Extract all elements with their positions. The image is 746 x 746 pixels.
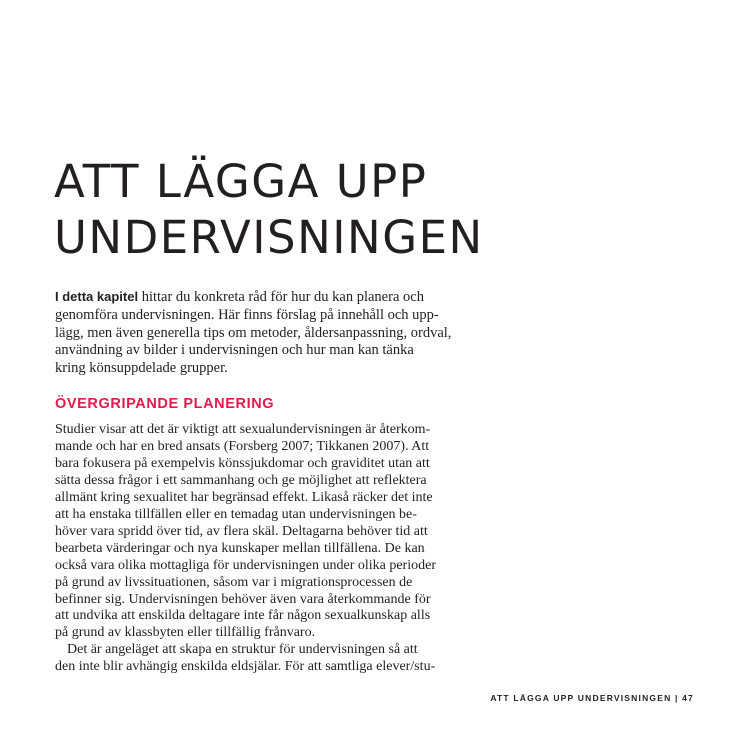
body-line: att undvika att enskilda deltagare inte får någon sexualkunskap alls bbox=[55, 608, 431, 624]
body-line: bearbeta värderingar och nya kunskaper mellan tillfällena. De kan bbox=[55, 540, 425, 556]
intro-paragraph bbox=[55, 288, 455, 378]
body-line: också vara olika mottagliga för undervisningen under olika perioder bbox=[55, 557, 436, 573]
body-line: allmänt kring sexualitet har begränsad effekt. Likaså räcker det inte bbox=[55, 489, 433, 505]
running-footer: ATT LÄGGA UPP UNDERVISNINGEN | 47 bbox=[490, 693, 694, 703]
body-line: att ha enstaka tillfällen eller en temadag utan undervisningen be- bbox=[55, 506, 417, 522]
body-line: befinner sig. Undervisningen behöver även vara återkommande för bbox=[55, 591, 431, 607]
intro-line: genomföra undervisningen. Här finns förslag på innehåll och upp- bbox=[55, 306, 439, 323]
body-text bbox=[55, 422, 455, 676]
body-line: mande och har en bred ansats (Forsberg 2007; Tikkanen 2007). Att bbox=[55, 438, 430, 454]
body-line: på grund av livssituationen, såsom var i migrationsprocessen de bbox=[55, 574, 413, 590]
body-line: Det är angeläget att skapa en struktur för undervisningen så att bbox=[67, 642, 418, 658]
chapter-title bbox=[54, 154, 484, 266]
body-line: på grund av klassbyten eller tillfällig frånvaro. bbox=[55, 625, 316, 641]
intro-line: användning av bilder i undervisningen och hur man kan tänka bbox=[55, 342, 414, 359]
intro-line: kring könsuppdelade grupper. bbox=[55, 360, 228, 377]
section-heading: ÖVERGRIPANDE PLANERING bbox=[55, 396, 275, 412]
body-line: den inte blir avhängig enskilda eldsjälar. För att samtliga elever/stu- bbox=[55, 659, 436, 675]
intro-line bbox=[55, 288, 455, 307]
chapter-title-line-2: UNDERVISNINGEN bbox=[54, 211, 484, 264]
body-line: sätta dessa frågor i ett sammanhang och ge möjlighet att reflektera bbox=[55, 472, 427, 488]
intro-lead: I detta kapitel bbox=[55, 289, 139, 304]
chapter-title-line-1: ATT LÄGGA UPP bbox=[54, 155, 428, 208]
body-line: Studier visar att det är viktigt att sexualundervisningen är återkom- bbox=[55, 422, 431, 437]
body-line: höver vara spridd över tid, av flera skäl. Deltagarna behöver tid att bbox=[55, 523, 428, 539]
intro-line-text: hittar du konkreta råd för hur du kan planera och bbox=[138, 289, 424, 305]
body-line: bara fokusera på exempelvis könssjukdomar och graviditet utan att bbox=[55, 455, 430, 471]
intro-line: lägg, men även generella tips om metoder, åldersanpassning, ordval, bbox=[55, 324, 452, 341]
